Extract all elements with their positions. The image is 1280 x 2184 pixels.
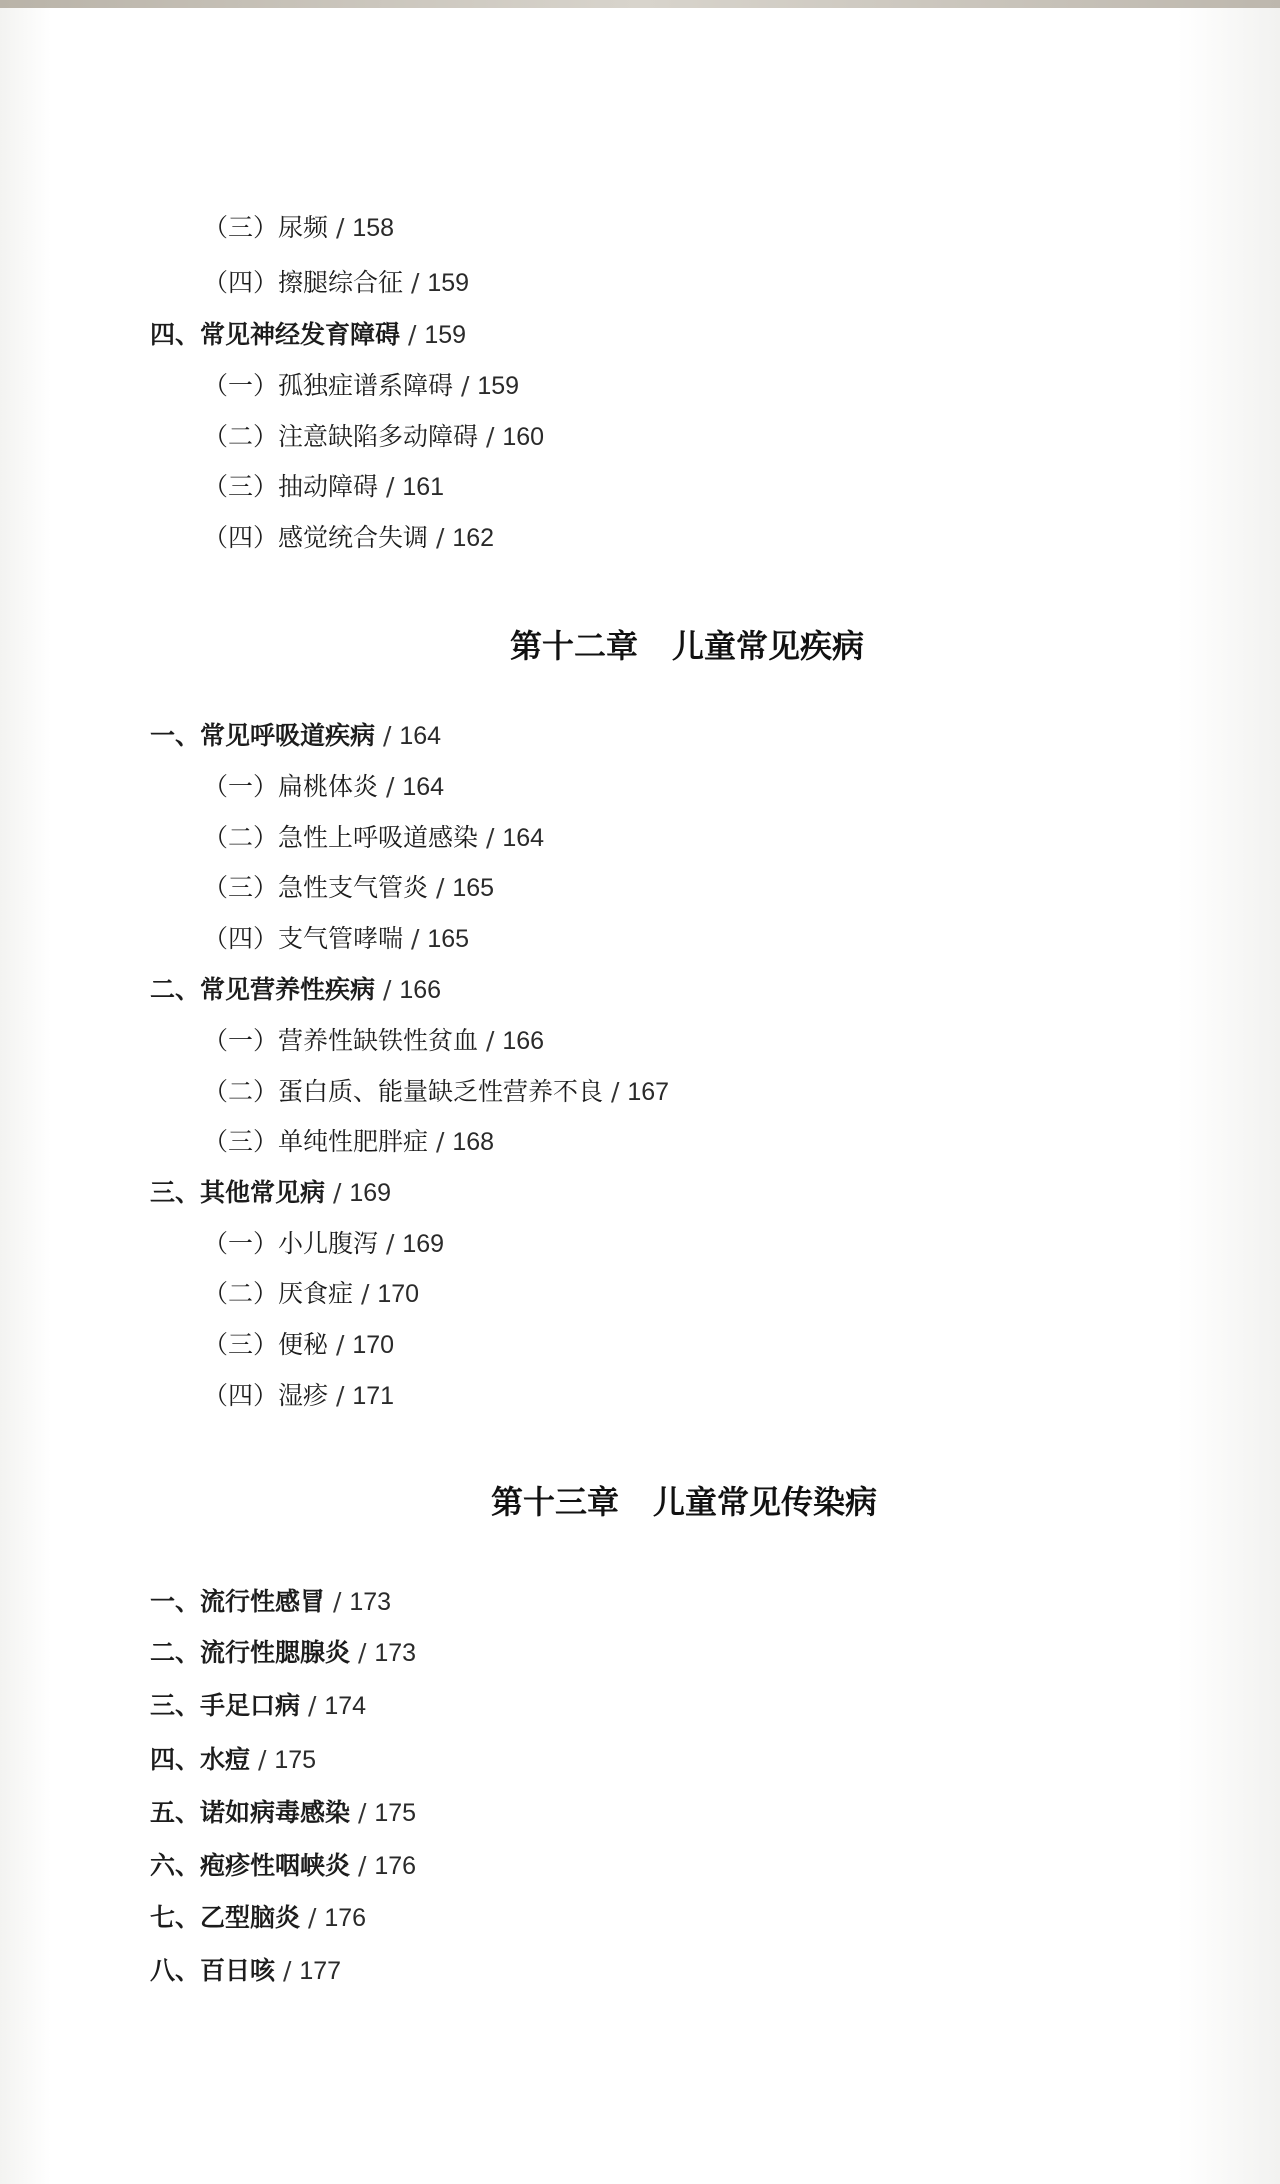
toc-subsection-entry[interactable] xyxy=(203,873,494,903)
page-separator: / xyxy=(328,213,353,242)
toc-section-entry[interactable] xyxy=(150,721,441,751)
page-separator: / xyxy=(328,1330,353,1359)
page-separator: / xyxy=(375,975,400,1004)
page-separator: / xyxy=(275,1956,300,1985)
entry-page-number: 173 xyxy=(374,1639,417,1667)
entry-page-number: 169 xyxy=(402,1230,445,1258)
entry-title: 四、常见神经发育障碍 xyxy=(150,320,401,349)
chapter-number: 第十二章 xyxy=(510,627,639,665)
entry-title: （四）擦腿综合征 xyxy=(203,268,404,297)
chapter-heading xyxy=(491,1482,877,1522)
entry-title: （三）单纯性肥胖症 xyxy=(203,1127,429,1156)
toc-section-entry[interactable] xyxy=(150,1178,391,1208)
entry-title: （二）厌食症 xyxy=(203,1279,354,1308)
page-separator: / xyxy=(378,1229,403,1258)
page-separator: / xyxy=(378,472,403,501)
toc-subsection-entry[interactable] xyxy=(203,523,494,553)
entry-title: （四）感觉统合失调 xyxy=(203,523,429,552)
entry-page-number: 158 xyxy=(352,214,395,242)
entry-page-number: 164 xyxy=(502,824,545,852)
page-separator: / xyxy=(350,1851,375,1880)
page-separator: / xyxy=(350,1638,375,1667)
page-separator: / xyxy=(428,873,453,902)
entry-title: 三、手足口病 xyxy=(150,1691,301,1720)
entry-title: （二）急性上呼吸道感染 xyxy=(203,823,479,852)
toc-subsection-entry[interactable] xyxy=(203,823,544,853)
page-separator: / xyxy=(453,371,478,400)
entry-title: （三）急性支气管炎 xyxy=(203,873,429,902)
toc-subsection-entry[interactable] xyxy=(203,1229,444,1259)
page-separator: / xyxy=(250,1745,275,1774)
entry-title: （四）湿疹 xyxy=(203,1381,329,1410)
entry-title: 一、流行性感冒 xyxy=(150,1587,326,1616)
toc-section-entry[interactable] xyxy=(150,1903,366,1933)
toc-subsection-entry[interactable] xyxy=(203,1077,669,1107)
page-separator: / xyxy=(378,772,403,801)
entry-page-number: 176 xyxy=(374,1852,417,1880)
entry-page-number: 170 xyxy=(352,1331,395,1359)
page-separator: / xyxy=(478,823,503,852)
page-separator: / xyxy=(603,1077,628,1106)
entry-title: （三）便秘 xyxy=(203,1330,329,1359)
toc-section-entry[interactable] xyxy=(150,1798,416,1828)
entry-page-number: 176 xyxy=(324,1904,367,1932)
page-separator: / xyxy=(478,422,503,451)
chapter-heading xyxy=(510,626,864,666)
entry-title: （二）注意缺陷多动障碍 xyxy=(203,422,479,451)
toc-subsection-entry[interactable] xyxy=(203,371,519,401)
entry-page-number: 166 xyxy=(502,1027,545,1055)
entry-page-number: 169 xyxy=(349,1179,392,1207)
page-separator: / xyxy=(325,1587,350,1616)
chapter-title: 儿童常见疾病 xyxy=(672,627,865,665)
toc-section-entry[interactable] xyxy=(150,975,441,1005)
chapter-number: 第十三章 xyxy=(491,1483,620,1521)
entry-page-number: 171 xyxy=(352,1382,395,1410)
entry-title: 八、百日咳 xyxy=(150,1956,276,1985)
toc-subsection-entry[interactable] xyxy=(203,422,544,452)
toc-section-entry[interactable] xyxy=(150,1745,316,1775)
entry-page-number: 162 xyxy=(452,524,495,552)
toc-subsection-entry[interactable] xyxy=(203,772,444,802)
entry-title: （一）小儿腹泻 xyxy=(203,1229,379,1258)
toc-subsection-entry[interactable] xyxy=(203,1279,419,1309)
toc-subsection-entry[interactable] xyxy=(203,1330,394,1360)
entry-page-number: 164 xyxy=(402,773,445,801)
page-separator: / xyxy=(328,1381,353,1410)
page-separator: / xyxy=(403,268,428,297)
toc-section-entry[interactable] xyxy=(150,320,466,350)
toc-section-entry[interactable] xyxy=(150,1691,366,1721)
toc-section-entry[interactable] xyxy=(150,1851,416,1881)
page-separator: / xyxy=(375,721,400,750)
entry-title: （二）蛋白质、能量缺乏性营养不良 xyxy=(203,1077,604,1106)
page-separator: / xyxy=(300,1691,325,1720)
toc-subsection-entry[interactable] xyxy=(203,1381,394,1411)
toc-subsection-entry[interactable] xyxy=(203,1127,494,1157)
page-separator: / xyxy=(478,1026,503,1055)
entry-title: （三）尿频 xyxy=(203,213,329,242)
entry-page-number: 160 xyxy=(502,423,545,451)
toc-section-entry[interactable] xyxy=(150,1956,341,1986)
toc-section-entry[interactable] xyxy=(150,1638,416,1668)
entry-page-number: 170 xyxy=(377,1280,420,1308)
page-separator: / xyxy=(350,1798,375,1827)
page-separator: / xyxy=(400,320,425,349)
entry-page-number: 164 xyxy=(399,722,442,750)
entry-title: 五、诺如病毒感染 xyxy=(150,1798,351,1827)
entry-page-number: 168 xyxy=(452,1128,495,1156)
toc-subsection-entry[interactable] xyxy=(203,213,394,243)
toc-subsection-entry[interactable] xyxy=(203,472,444,502)
entry-title: 二、常见营养性疾病 xyxy=(150,975,376,1004)
entry-page-number: 175 xyxy=(274,1746,317,1774)
entry-page-number: 165 xyxy=(427,925,470,953)
entry-page-number: 167 xyxy=(627,1078,670,1106)
entry-title: 七、乙型脑炎 xyxy=(150,1903,301,1932)
page-separator: / xyxy=(428,523,453,552)
entry-page-number: 175 xyxy=(374,1799,417,1827)
page-top-edge xyxy=(0,0,1280,8)
entry-title: 二、流行性腮腺炎 xyxy=(150,1638,351,1667)
page-separator: / xyxy=(428,1127,453,1156)
entry-title: （一）营养性缺铁性贫血 xyxy=(203,1026,479,1055)
chapter-title: 儿童常见传染病 xyxy=(653,1483,878,1521)
entry-page-number: 174 xyxy=(324,1692,367,1720)
page-separator: / xyxy=(300,1903,325,1932)
entry-page-number: 166 xyxy=(399,976,442,1004)
entry-page-number: 165 xyxy=(452,874,495,902)
entry-title: 四、水痘 xyxy=(150,1745,251,1774)
entry-title: 三、其他常见病 xyxy=(150,1178,326,1207)
entry-title: 一、常见呼吸道疾病 xyxy=(150,721,376,750)
entry-page-number: 159 xyxy=(427,269,470,297)
page-separator: / xyxy=(353,1279,378,1308)
entry-title: 六、疱疹性咽峡炎 xyxy=(150,1851,351,1880)
page-separator: / xyxy=(325,1178,350,1207)
entry-title: （四）支气管哮喘 xyxy=(203,924,404,953)
entry-page-number: 177 xyxy=(299,1957,342,1985)
entry-page-number: 173 xyxy=(349,1588,392,1616)
entry-page-number: 159 xyxy=(424,321,467,349)
entry-title: （三）抽动障碍 xyxy=(203,472,379,501)
toc-subsection-entry[interactable] xyxy=(203,268,469,298)
toc-section-entry[interactable] xyxy=(150,1587,391,1617)
entry-page-number: 159 xyxy=(477,372,520,400)
toc-subsection-entry[interactable] xyxy=(203,924,469,954)
entry-title: （一）孤独症谱系障碍 xyxy=(203,371,454,400)
entry-title: （一）扁桃体炎 xyxy=(203,772,379,801)
toc-subsection-entry[interactable] xyxy=(203,1026,544,1056)
page-separator: / xyxy=(403,924,428,953)
entry-page-number: 161 xyxy=(402,473,445,501)
